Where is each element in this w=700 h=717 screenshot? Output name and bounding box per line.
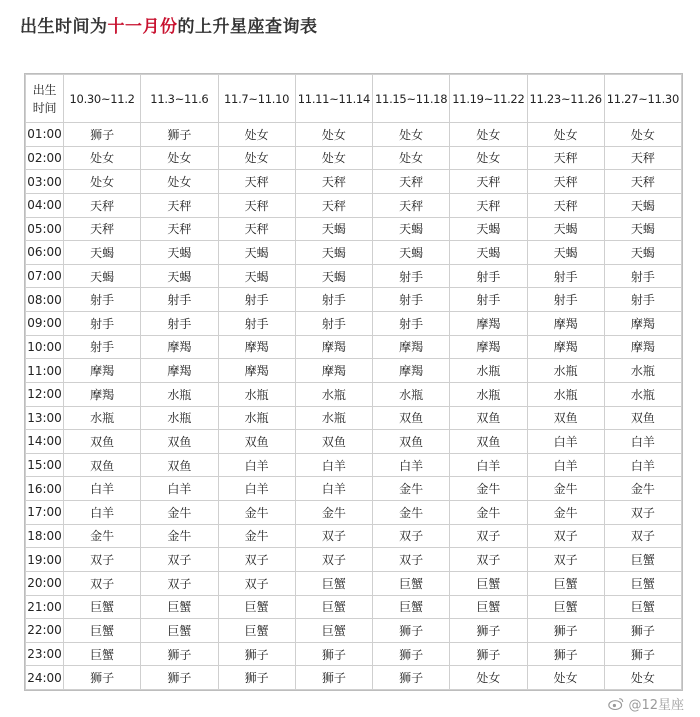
ascendant-sign-cell: 双子 <box>373 524 450 548</box>
ascendant-sign-cell: 天蝎 <box>141 264 218 288</box>
table-row <box>26 193 682 217</box>
birth-time-cell: 22:00 <box>26 619 64 643</box>
ascendant-sign-cell: 摩羯 <box>373 359 450 383</box>
ascendant-sign-cell: 巨蟹 <box>527 571 604 595</box>
ascendant-sign-cell: 巨蟹 <box>64 619 141 643</box>
table-row <box>26 170 682 194</box>
ascendant-sign-cell: 双鱼 <box>141 430 218 454</box>
ascendant-sign-cell: 处女 <box>295 123 372 147</box>
ascendant-sign-cell: 金牛 <box>218 501 295 525</box>
ascendant-sign-cell: 水瓶 <box>141 382 218 406</box>
ascendant-sign-cell: 巨蟹 <box>141 619 218 643</box>
table-row <box>26 406 682 430</box>
ascendant-sign-cell: 白羊 <box>141 477 218 501</box>
ascendant-sign-cell: 摩羯 <box>218 359 295 383</box>
ascendant-sign-cell: 双子 <box>218 548 295 572</box>
ascendant-sign-cell: 金牛 <box>527 477 604 501</box>
ascendant-sign-cell: 双鱼 <box>450 430 527 454</box>
ascendant-sign-cell: 狮子 <box>218 666 295 690</box>
ascendant-sign-cell: 水瓶 <box>295 406 372 430</box>
ascendant-sign-cell: 白羊 <box>604 453 681 477</box>
ascendant-sign-cell: 巨蟹 <box>604 571 681 595</box>
birth-time-cell: 20:00 <box>26 571 64 595</box>
ascendant-sign-cell: 双子 <box>295 548 372 572</box>
ascendant-sign-cell: 天蝎 <box>604 241 681 265</box>
ascendant-sign-cell: 双鱼 <box>450 406 527 430</box>
ascendant-sign-cell: 双子 <box>604 501 681 525</box>
ascendant-sign-cell: 双子 <box>373 548 450 572</box>
ascendant-sign-cell: 天蝎 <box>450 217 527 241</box>
ascendant-sign-cell: 狮子 <box>295 666 372 690</box>
ascendant-sign-cell: 摩羯 <box>218 335 295 359</box>
ascendant-sign-table <box>25 74 682 690</box>
ascendant-sign-cell: 摩羯 <box>141 359 218 383</box>
table-row <box>26 501 682 525</box>
birth-time-cell: 09:00 <box>26 312 64 336</box>
ascendant-sign-cell: 巨蟹 <box>218 595 295 619</box>
ascendant-sign-cell: 巨蟹 <box>218 619 295 643</box>
title-suffix: 的上升星座查询表 <box>177 17 318 37</box>
table-row <box>26 430 682 454</box>
ascendant-sign-cell: 摩羯 <box>295 359 372 383</box>
birth-time-cell: 19:00 <box>26 548 64 572</box>
ascendant-sign-cell: 天蝎 <box>295 264 372 288</box>
ascendant-sign-cell: 射手 <box>373 264 450 288</box>
ascendant-sign-cell: 射手 <box>64 288 141 312</box>
ascendant-sign-cell: 白羊 <box>373 453 450 477</box>
birth-time-cell: 05:00 <box>26 217 64 241</box>
ascendant-sign-cell: 天秤 <box>218 193 295 217</box>
ascendant-sign-cell: 狮子 <box>141 666 218 690</box>
ascendant-sign-cell: 摩羯 <box>604 312 681 336</box>
table-row <box>26 264 682 288</box>
ascendant-sign-cell: 金牛 <box>64 524 141 548</box>
ascendant-sign-cell: 狮子 <box>604 619 681 643</box>
watermark-text: @12星座 <box>628 698 684 713</box>
table-body <box>26 123 682 690</box>
ascendant-sign-cell: 天秤 <box>295 170 372 194</box>
ascendant-sign-cell: 天秤 <box>527 146 604 170</box>
birth-time-cell: 01:00 <box>26 123 64 147</box>
ascendant-sign-cell: 巨蟹 <box>64 642 141 666</box>
ascendant-sign-cell: 射手 <box>295 288 372 312</box>
ascendant-sign-cell: 水瓶 <box>450 382 527 406</box>
ascendant-sign-cell: 白羊 <box>604 430 681 454</box>
table-row <box>26 312 682 336</box>
ascendant-sign-cell: 狮子 <box>141 642 218 666</box>
date-range-header: 10.30~11.2 <box>64 75 141 123</box>
birth-time-cell: 03:00 <box>26 170 64 194</box>
date-range-header: 11.15~11.18 <box>373 75 450 123</box>
ascendant-sign-cell: 巨蟹 <box>295 619 372 643</box>
ascendant-sign-cell: 水瓶 <box>450 359 527 383</box>
ascendant-sign-cell: 摩羯 <box>450 335 527 359</box>
ascendant-sign-cell: 巨蟹 <box>604 548 681 572</box>
table-row <box>26 571 682 595</box>
table-row <box>26 359 682 383</box>
ascendant-sign-cell: 处女 <box>450 146 527 170</box>
ascendant-sign-cell: 天秤 <box>604 170 681 194</box>
corner-label-line2: 时间 <box>32 100 57 115</box>
ascendant-sign-cell: 天蝎 <box>373 241 450 265</box>
ascendant-sign-cell: 天蝎 <box>64 264 141 288</box>
ascendant-sign-cell: 射手 <box>64 335 141 359</box>
ascendant-sign-cell: 水瓶 <box>604 382 681 406</box>
ascendant-sign-cell: 金牛 <box>373 477 450 501</box>
ascendant-sign-cell: 射手 <box>527 288 604 312</box>
ascendant-sign-cell: 双鱼 <box>64 430 141 454</box>
ascendant-sign-cell: 水瓶 <box>218 406 295 430</box>
ascendant-sign-cell: 天秤 <box>604 146 681 170</box>
ascendant-sign-cell: 天蝎 <box>295 217 372 241</box>
ascendant-sign-cell: 巨蟹 <box>527 595 604 619</box>
table-row <box>26 666 682 690</box>
ascendant-sign-cell: 处女 <box>604 666 681 690</box>
table-row <box>26 123 682 147</box>
ascendant-sign-cell: 射手 <box>450 288 527 312</box>
ascendant-sign-cell: 双子 <box>527 548 604 572</box>
ascendant-sign-cell: 处女 <box>604 123 681 147</box>
ascendant-sign-cell: 摩羯 <box>527 312 604 336</box>
ascendant-sign-cell: 双鱼 <box>64 453 141 477</box>
ascendant-sign-cell: 白羊 <box>450 453 527 477</box>
ascendant-sign-cell: 巨蟹 <box>64 595 141 619</box>
birth-time-cell: 12:00 <box>26 382 64 406</box>
ascendant-sign-cell: 金牛 <box>295 501 372 525</box>
ascendant-sign-cell: 摩羯 <box>141 335 218 359</box>
ascendant-sign-cell: 天秤 <box>218 170 295 194</box>
corner-label-line1: 出生 <box>32 82 57 97</box>
birth-time-cell: 10:00 <box>26 335 64 359</box>
ascendant-sign-cell: 白羊 <box>527 453 604 477</box>
ascendant-sign-cell: 水瓶 <box>295 382 372 406</box>
table-row <box>26 453 682 477</box>
title-highlight: 十一月份 <box>107 17 178 37</box>
ascendant-sign-cell: 金牛 <box>218 524 295 548</box>
ascendant-sign-cell: 天秤 <box>218 217 295 241</box>
ascendant-sign-cell: 摩羯 <box>64 382 141 406</box>
birth-time-cell: 14:00 <box>26 430 64 454</box>
ascendant-sign-cell: 天蝎 <box>527 241 604 265</box>
ascendant-sign-cell: 处女 <box>295 146 372 170</box>
ascendant-sign-cell: 处女 <box>373 146 450 170</box>
birth-time-cell: 17:00 <box>26 501 64 525</box>
table-row <box>26 524 682 548</box>
ascendant-sign-cell: 天秤 <box>373 193 450 217</box>
ascendant-sign-cell: 天秤 <box>450 170 527 194</box>
weibo-icon <box>608 697 624 710</box>
ascendant-sign-cell: 摩羯 <box>450 312 527 336</box>
ascendant-sign-cell: 水瓶 <box>373 382 450 406</box>
watermark <box>608 694 684 713</box>
ascendant-sign-cell: 巨蟹 <box>604 595 681 619</box>
birth-time-cell: 16:00 <box>26 477 64 501</box>
ascendant-sign-cell: 巨蟹 <box>295 571 372 595</box>
ascendant-sign-cell: 处女 <box>141 170 218 194</box>
ascendant-sign-cell: 水瓶 <box>218 382 295 406</box>
ascendant-sign-cell: 双子 <box>64 548 141 572</box>
date-range-header: 11.3~11.6 <box>141 75 218 123</box>
birth-time-cell: 24:00 <box>26 666 64 690</box>
ascendant-sign-cell: 双子 <box>141 548 218 572</box>
ascendant-sign-cell: 双鱼 <box>295 430 372 454</box>
ascendant-sign-cell: 水瓶 <box>64 406 141 430</box>
ascendant-sign-cell: 狮子 <box>141 123 218 147</box>
table-row <box>26 288 682 312</box>
ascendant-sign-cell: 射手 <box>141 312 218 336</box>
ascendant-sign-cell: 狮子 <box>373 666 450 690</box>
ascendant-sign-cell: 天蝎 <box>141 241 218 265</box>
ascendant-sign-cell: 狮子 <box>527 642 604 666</box>
ascendant-sign-cell: 天秤 <box>450 193 527 217</box>
ascendant-sign-cell: 天蝎 <box>218 264 295 288</box>
birth-time-cell: 13:00 <box>26 406 64 430</box>
ascendant-sign-cell: 白羊 <box>295 453 372 477</box>
ascendant-sign-cell: 天蝎 <box>604 193 681 217</box>
ascendant-sign-cell: 狮子 <box>218 642 295 666</box>
ascendant-sign-cell: 射手 <box>527 264 604 288</box>
ascendant-sign-cell: 白羊 <box>218 453 295 477</box>
ascendant-sign-cell: 处女 <box>64 170 141 194</box>
ascendant-sign-cell: 水瓶 <box>604 359 681 383</box>
ascendant-sign-cell: 双子 <box>64 571 141 595</box>
table-row <box>26 595 682 619</box>
ascendant-sign-cell: 巨蟹 <box>373 595 450 619</box>
date-range-header: 11.11~11.14 <box>295 75 372 123</box>
table-row <box>26 241 682 265</box>
ascendant-sign-cell: 金牛 <box>373 501 450 525</box>
ascendant-sign-cell: 天秤 <box>373 170 450 194</box>
ascendant-sign-cell: 巨蟹 <box>141 595 218 619</box>
ascendant-sign-cell: 金牛 <box>141 501 218 525</box>
ascendant-sign-cell: 处女 <box>64 146 141 170</box>
ascendant-sign-cell: 天蝎 <box>64 241 141 265</box>
ascendant-sign-cell: 狮子 <box>527 619 604 643</box>
ascendant-sign-cell: 巨蟹 <box>450 571 527 595</box>
table-header-row <box>26 75 682 123</box>
birth-time-cell: 06:00 <box>26 241 64 265</box>
ascendant-sign-cell: 处女 <box>218 146 295 170</box>
ascendant-sign-cell: 水瓶 <box>527 359 604 383</box>
ascendant-sign-cell: 巨蟹 <box>295 595 372 619</box>
ascendant-sign-cell: 双鱼 <box>604 406 681 430</box>
ascendant-sign-cell: 天蝎 <box>450 241 527 265</box>
birth-time-cell: 18:00 <box>26 524 64 548</box>
ascendant-sign-cell: 巨蟹 <box>373 571 450 595</box>
ascendant-sign-cell: 天秤 <box>527 170 604 194</box>
ascendant-sign-cell: 天蝎 <box>373 217 450 241</box>
ascendant-sign-cell: 射手 <box>450 264 527 288</box>
ascendant-sign-cell: 射手 <box>604 288 681 312</box>
ascendant-sign-cell: 双子 <box>295 524 372 548</box>
ascendant-sign-cell: 狮子 <box>64 666 141 690</box>
ascendant-sign-cell: 双鱼 <box>373 430 450 454</box>
table-row <box>26 335 682 359</box>
ascendant-sign-cell: 狮子 <box>450 642 527 666</box>
ascendant-sign-cell: 狮子 <box>373 619 450 643</box>
ascendant-sign-cell: 摩羯 <box>527 335 604 359</box>
ascendant-sign-cell: 处女 <box>450 666 527 690</box>
birth-time-cell: 15:00 <box>26 453 64 477</box>
ascendant-sign-cell: 天秤 <box>141 217 218 241</box>
ascendant-sign-cell: 摩羯 <box>64 359 141 383</box>
ascendant-sign-cell: 双鱼 <box>527 406 604 430</box>
ascendant-sign-cell: 射手 <box>218 312 295 336</box>
table-row <box>26 382 682 406</box>
ascendant-sign-cell: 摩羯 <box>295 335 372 359</box>
ascendant-sign-cell: 天蝎 <box>604 217 681 241</box>
ascendant-sign-cell: 射手 <box>64 312 141 336</box>
date-range-header: 11.23~11.26 <box>527 75 604 123</box>
ascendant-sign-cell: 处女 <box>218 123 295 147</box>
ascendant-table-frame <box>24 73 683 691</box>
ascendant-sign-cell: 金牛 <box>450 477 527 501</box>
table-row <box>26 548 682 572</box>
ascendant-sign-cell: 狮子 <box>295 642 372 666</box>
ascendant-sign-cell: 金牛 <box>450 501 527 525</box>
ascendant-sign-cell: 天秤 <box>527 193 604 217</box>
ascendant-sign-cell: 处女 <box>450 123 527 147</box>
ascendant-sign-cell: 双鱼 <box>141 453 218 477</box>
ascendant-sign-cell: 天秤 <box>64 217 141 241</box>
ascendant-sign-cell: 巨蟹 <box>450 595 527 619</box>
table-row <box>26 477 682 501</box>
table-row <box>26 619 682 643</box>
ascendant-sign-cell: 双子 <box>450 548 527 572</box>
ascendant-sign-cell: 天蝎 <box>218 241 295 265</box>
ascendant-sign-cell: 狮子 <box>64 123 141 147</box>
date-range-header: 11.19~11.22 <box>450 75 527 123</box>
ascendant-sign-cell: 双子 <box>141 571 218 595</box>
ascendant-sign-cell: 射手 <box>373 288 450 312</box>
table-row <box>26 146 682 170</box>
birth-time-cell: 11:00 <box>26 359 64 383</box>
birth-time-cell: 23:00 <box>26 642 64 666</box>
ascendant-sign-cell: 白羊 <box>64 477 141 501</box>
ascendant-sign-cell: 处女 <box>141 146 218 170</box>
ascendant-sign-cell: 金牛 <box>527 501 604 525</box>
ascendant-sign-cell: 处女 <box>527 666 604 690</box>
ascendant-sign-cell: 天秤 <box>295 193 372 217</box>
ascendant-sign-cell: 双鱼 <box>373 406 450 430</box>
ascendant-sign-cell: 水瓶 <box>527 382 604 406</box>
ascendant-sign-cell: 金牛 <box>604 477 681 501</box>
ascendant-sign-cell: 白羊 <box>218 477 295 501</box>
ascendant-sign-cell: 双鱼 <box>218 430 295 454</box>
title-prefix: 出生时间为 <box>20 17 108 37</box>
ascendant-sign-cell: 双子 <box>604 524 681 548</box>
ascendant-sign-cell: 天秤 <box>64 193 141 217</box>
ascendant-sign-cell: 射手 <box>604 264 681 288</box>
table-row <box>26 217 682 241</box>
birth-time-cell: 07:00 <box>26 264 64 288</box>
corner-header <box>26 75 64 123</box>
birth-time-cell: 02:00 <box>26 146 64 170</box>
table-row <box>26 642 682 666</box>
ascendant-sign-cell: 射手 <box>218 288 295 312</box>
ascendant-sign-cell: 射手 <box>373 312 450 336</box>
ascendant-sign-cell: 白羊 <box>527 430 604 454</box>
date-range-header: 11.27~11.30 <box>604 75 681 123</box>
birth-time-cell: 04:00 <box>26 193 64 217</box>
ascendant-sign-cell: 狮子 <box>450 619 527 643</box>
ascendant-sign-cell: 狮子 <box>373 642 450 666</box>
ascendant-sign-cell: 摩羯 <box>373 335 450 359</box>
birth-time-cell: 21:00 <box>26 595 64 619</box>
ascendant-sign-cell: 处女 <box>373 123 450 147</box>
ascendant-sign-cell: 摩羯 <box>604 335 681 359</box>
ascendant-sign-cell: 白羊 <box>295 477 372 501</box>
ascendant-sign-cell: 天秤 <box>141 193 218 217</box>
ascendant-sign-cell: 白羊 <box>64 501 141 525</box>
birth-time-cell: 08:00 <box>26 288 64 312</box>
page-title <box>20 12 318 37</box>
ascendant-sign-cell: 射手 <box>295 312 372 336</box>
ascendant-sign-cell: 双子 <box>218 571 295 595</box>
ascendant-sign-cell: 天蝎 <box>295 241 372 265</box>
ascendant-sign-cell: 处女 <box>527 123 604 147</box>
ascendant-sign-cell: 金牛 <box>141 524 218 548</box>
ascendant-sign-cell: 狮子 <box>604 642 681 666</box>
date-range-header: 11.7~11.10 <box>218 75 295 123</box>
ascendant-sign-cell: 双子 <box>527 524 604 548</box>
ascendant-sign-cell: 射手 <box>141 288 218 312</box>
ascendant-sign-cell: 水瓶 <box>141 406 218 430</box>
ascendant-sign-cell: 双子 <box>450 524 527 548</box>
ascendant-sign-cell: 天蝎 <box>527 217 604 241</box>
